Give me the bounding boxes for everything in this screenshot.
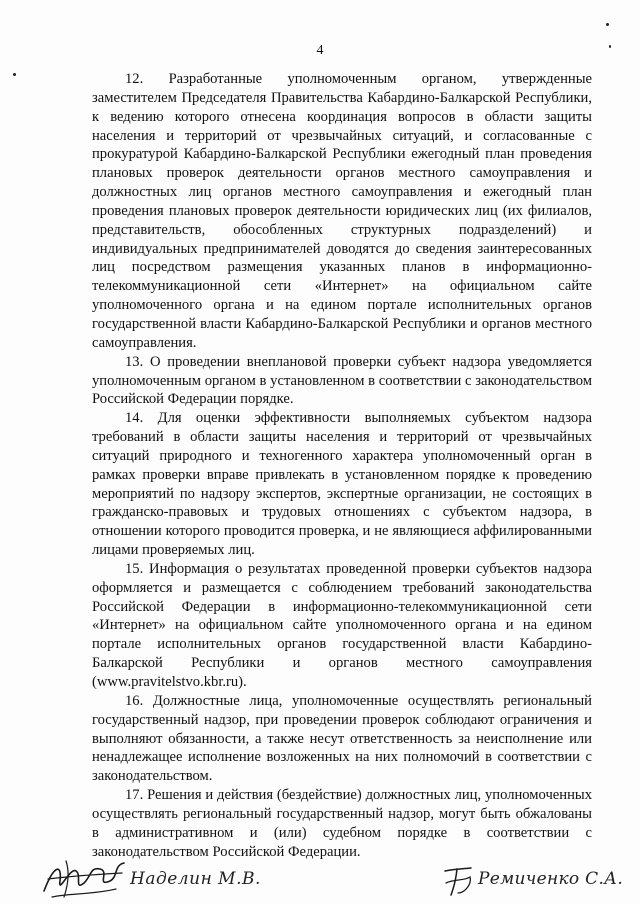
paragraph-17: 17. Решения и действия (бездействие) должностных лиц, уполномоченных осуществлять региональный государственный надзор, могут быть обжалованы в административном и (или) судебном порядке в соответствии с законодательством Российской Федерации. — [92, 787, 592, 860]
document-body — [92, 70, 592, 861]
paragraph-16: 16. Должностные лица, уполномоченные осуществлять региональный государственный надзор, при проведении проверок соблюдают ограничения и выполняют обязанности, а также несут ответственность за неисполнение или ненадлежащее исполнение возложенных на них полномочий в соответствии с законодательством. — [92, 692, 592, 785]
scan-speck — [606, 23, 609, 26]
paragraph-15: 15. Информация о результатах проведенной проверки субъектов надзора оформляется и размещается с соблюдением требований законодательства Российской Федерации в информационно-телекоммуникационной сети «Интернет» на официальном сайте уполномоченного органа и на едином портале исполнительных органов государственной власти Кабардино-Балкарской Республики и органов местного самоуправления (www.pravitelstvo.kbr.ru). — [92, 560, 592, 690]
paragraph-14: 14. Для оценки эффективности выполняемых субъектом надзора требований в области защиты населения и территорий от чрезвычайных ситуаций природного и техногенного характера уполномоченный орган в рамках проверки вправе привлекать в установленном порядке к проведению мероприятий по надзору экспертов, экспертные организации, не состоящих в гражданско-правовых и трудовых отношениях с субъектом надзора, в отношении которого проводится проверка, и не являющиеся аффилированными лицами проверяемых лиц. — [92, 410, 592, 559]
signatory-left-name: Наделин М.В. — [130, 869, 261, 889]
signature-block — [0, 855, 640, 905]
handwritten-signature-right-icon — [442, 863, 474, 899]
signatory-right-name: Ремиченко С.А. — [478, 869, 624, 889]
paragraph-12: 12. Разработанные уполномоченным органом, утвержденные заместителем Председателя Правительства Кабардино-Балкарской Республики, к ведению которого отнесена координация вопросов в области защиты населения и территорий от чрезвычайных ситуаций, и согласованные с прокуратурой Кабардино-Балкарской Республики ежегодный план проведения плановых проверок деятельности органов местного самоуправления и должностных лиц органов местного самоуправления и ежегодный план проведения плановых проверок деятельности юридических лиц (их филиалов, представительств, обособленных структурных подразделений) и индивидуальных предпринимателей доводятся до сведения заинтересованных лиц посредством размещения указанных планов в информационно-телекоммуникационной сети «Интернет» на официальном сайте уполномоченного органа и на едином портале исполнительных органов государственной власти Кабардино-Балкарской Республики и органов местного самоуправления. — [92, 71, 592, 351]
page-number: 4 — [316, 43, 324, 58]
paragraph-13: 13. О проведении внеплановой проверки субъект надзора уведомляется уполномоченным органом в установленном в соответствии с законодательством Российской Федерации порядке. — [92, 353, 592, 408]
handwritten-signature-left-icon — [40, 857, 128, 901]
scan-speck — [13, 73, 16, 76]
